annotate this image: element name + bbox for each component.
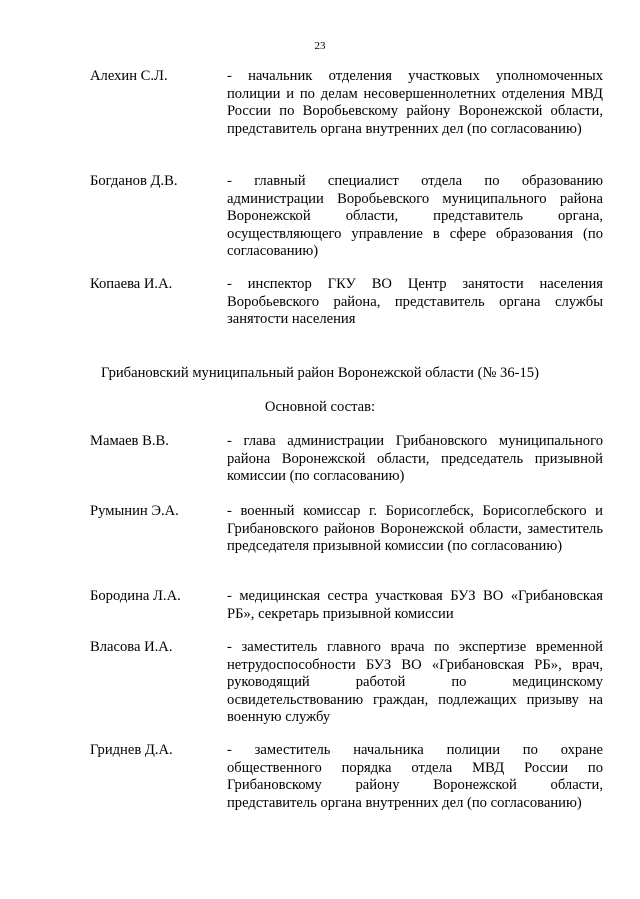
page-number: 23 (314, 40, 326, 52)
member-name: Румынин Э.А. (90, 503, 179, 519)
district-title: Грибановский муниципальный район Воронежской области (№ 36-15) (101, 365, 539, 381)
member-name: Алехин С.Л. (90, 68, 168, 84)
member-name: Власова И.А. (90, 639, 173, 655)
member-role: - начальник отделения участковых уполномоченных полиции и по делам несовершеннолетних отделения МВД России по Воробьевскому району Воронежской области, представитель органа внутренних дел (по согласованию) (227, 68, 603, 137)
member-role: - заместитель главного врача по экспертизе временной нетрудоспособности БУЗ ВО «Грибановская РБ», врач, руководящий работой по медицинскому освидетельствованию граждан, подлежащих призыву на военную службу (227, 639, 603, 726)
member-name: Богданов Д.В. (90, 173, 178, 189)
member-name: Мамаев В.В. (90, 433, 169, 449)
section-subtitle: Основной состав: (264, 399, 376, 415)
member-name: Бородина Л.А. (90, 588, 181, 604)
member-role: - инспектор ГКУ ВО Центр занятости населения Воробьевского района, представитель органа службы занятости населения (227, 276, 603, 328)
member-role: - медицинская сестра участковая БУЗ ВО «Грибановская РБ», секретарь призывной комиссии (227, 588, 603, 622)
member-role: - главный специалист отдела по образованию администрации Воробьевского муниципального района Воронежской области, представитель органа, осуществляющего управление в сфере образования (по согласованию) (227, 173, 603, 260)
member-role: - военный комиссар г. Борисоглебск, Борисоглебского и Грибановского районов Воронежской области, заместитель председателя призывной комиссии (по согласованию) (227, 503, 603, 555)
member-name: Гриднев Д.А. (90, 742, 173, 758)
member-role: - заместитель начальника полиции по охране общественного порядка отдела МВД России по Грибановскому району Воронежской области, представитель органа внутренних дел (по согласованию) (227, 742, 603, 811)
member-name: Копаева И.А. (90, 276, 173, 292)
member-role: - глава администрации Грибановского муниципального района Воронежской области, председатель призывной комиссии (по согласованию) (227, 433, 603, 485)
